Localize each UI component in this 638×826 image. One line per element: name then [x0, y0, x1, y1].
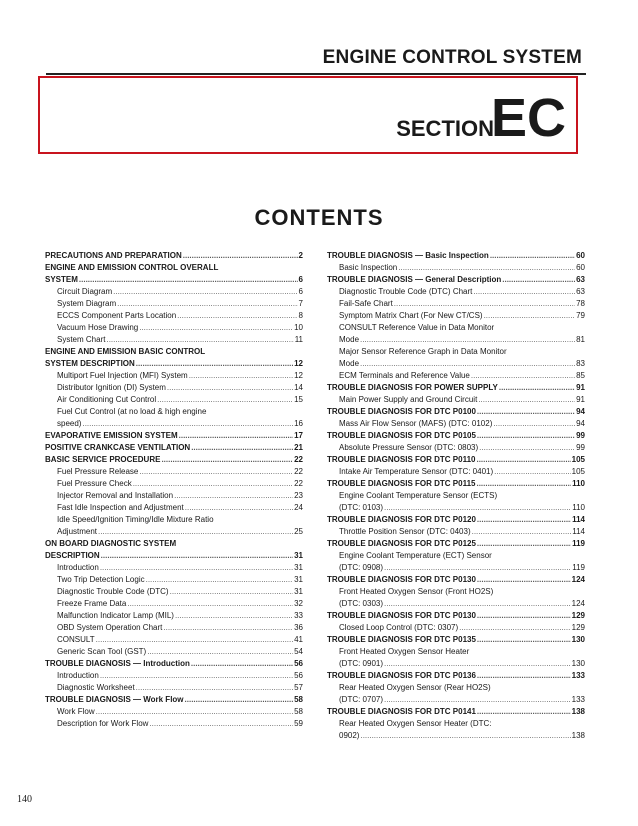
- toc-page-number: 63: [576, 287, 585, 296]
- toc-page-number: 91: [576, 395, 585, 404]
- toc-page-number: 79: [576, 311, 585, 320]
- toc-entry-title: BASIC SERVICE PROCEDURE: [45, 455, 161, 464]
- toc-page-number: 133: [571, 695, 585, 704]
- toc-page-number: 8: [298, 311, 303, 320]
- toc-entry-title: Mass Air Flow Sensor (MAFS) (DTC: 0102): [339, 419, 493, 428]
- toc-entry-title: (DTC: 0707): [339, 695, 384, 704]
- toc-entry[interactable]: [45, 598, 303, 610]
- toc-entry[interactable]: [327, 586, 585, 610]
- toc-page-number: 130: [571, 635, 585, 644]
- toc-page-number: 105: [571, 467, 585, 476]
- toc-entry[interactable]: [327, 418, 585, 430]
- toc-entry[interactable]: [327, 670, 585, 682]
- toc-entry-title: (DTC: 0103): [339, 503, 384, 512]
- toc-leader-dots: [100, 670, 293, 682]
- toc-leader-dots: [493, 418, 575, 430]
- toc-leader-dots: [133, 478, 293, 490]
- toc-page-number: 12: [294, 359, 303, 368]
- toc-entry-title: Malfunction Indicator Lamp (MIL): [57, 611, 174, 620]
- toc-page-number: 17: [294, 431, 303, 440]
- toc-entry[interactable]: [327, 286, 585, 298]
- header-title: ENGINE CONTROL SYSTEM: [322, 47, 582, 68]
- toc-entry[interactable]: [327, 574, 585, 586]
- toc-leader-dots: [477, 610, 571, 622]
- toc-entry-title: ON BOARD DIAGNOSTIC SYSTEM: [45, 539, 177, 548]
- toc-leader-dots: [499, 382, 575, 394]
- toc-page-number: 23: [294, 491, 303, 500]
- toc-page-number: 31: [294, 575, 303, 584]
- page-number: 140: [17, 794, 32, 805]
- toc-entry[interactable]: [327, 622, 585, 634]
- section-code: EC: [490, 88, 566, 148]
- toc-entry-title: TROUBLE DIAGNOSIS FOR DTC P0130: [327, 611, 476, 620]
- toc-entry-title: Front Heated Oxygen Sensor Heater: [339, 647, 470, 656]
- toc-leader-dots: [113, 286, 297, 298]
- toc-entry-title: Diagnostic Trouble Code (DTC) Chart: [339, 287, 473, 296]
- toc-entry-title: ENGINE AND EMISSION BASIC CONTROL: [45, 347, 206, 356]
- toc-leader-dots: [139, 466, 293, 478]
- toc-leader-dots: [384, 502, 571, 514]
- toc-entry-title: SYSTEM DESCRIPTION: [45, 359, 135, 368]
- toc-entry-title: System Diagram: [57, 299, 117, 308]
- toc-leader-dots: [96, 706, 293, 718]
- toc-entry-title: Fast Idle Inspection and Adjustment: [57, 503, 184, 512]
- toc-leader-dots: [96, 634, 293, 646]
- toc-column-right: [327, 250, 585, 742]
- toc-entry[interactable]: [327, 322, 585, 346]
- toc-page-number: 21: [294, 443, 303, 452]
- toc-entry-title: Engine Coolant Temperature (ECT) Sensor: [339, 551, 492, 560]
- toc-page-number: 138: [571, 707, 585, 716]
- toc-page-number: 22: [294, 467, 303, 476]
- toc-page-number: 124: [571, 575, 585, 584]
- toc-leader-dots: [494, 466, 570, 478]
- toc-page-number: 129: [571, 611, 585, 620]
- toc-entry-title: ENGINE AND EMISSION CONTROL OVERALL: [45, 263, 219, 272]
- toc-entry[interactable]: [327, 538, 585, 550]
- toc-entry[interactable]: [327, 250, 585, 262]
- toc-entry-title: Vacuum Hose Drawing: [57, 323, 139, 332]
- toc-page-number: 22: [294, 455, 303, 464]
- toc-entry-title: TROUBLE DIAGNOSIS FOR DTC P0120: [327, 515, 476, 524]
- toc-page-number: 10: [294, 323, 303, 332]
- toc-entry[interactable]: [327, 430, 585, 442]
- toc-leader-dots: [479, 442, 575, 454]
- toc-entry[interactable]: [327, 346, 585, 370]
- toc-entry-title: PRECAUTIONS AND PREPARATION: [45, 251, 182, 260]
- toc-entry[interactable]: [45, 346, 303, 370]
- toc-entry[interactable]: [45, 334, 303, 346]
- toc-entry-title: TROUBLE DIAGNOSIS FOR DTC P0125: [327, 539, 476, 548]
- toc-leader-dots: [191, 442, 293, 454]
- toc-page-number: 56: [294, 659, 303, 668]
- toc-entry[interactable]: [45, 310, 303, 322]
- toc-leader-dots: [127, 598, 293, 610]
- toc-entry-title: (DTC: 0901): [339, 659, 384, 668]
- toc-entry[interactable]: [45, 478, 303, 490]
- toc-entry[interactable]: [45, 694, 303, 706]
- toc-leader-dots: [179, 430, 293, 442]
- toc-entry[interactable]: [45, 538, 303, 562]
- toc-leader-dots: [477, 538, 571, 550]
- toc-entry[interactable]: [327, 514, 585, 526]
- toc-leader-dots: [175, 610, 293, 622]
- toc-entry-title: Diagnostic Trouble Code (DTC): [57, 587, 169, 596]
- toc-entry[interactable]: [45, 370, 303, 382]
- toc-entry[interactable]: [327, 682, 585, 706]
- toc-page-number: 57: [294, 683, 303, 692]
- toc-entry[interactable]: [45, 466, 303, 478]
- toc-entry[interactable]: [327, 706, 585, 718]
- toc-page-number: 58: [294, 695, 303, 704]
- toc-entry-title: Multiport Fuel Injection (MFI) System: [57, 371, 188, 380]
- toc-page-number: 114: [572, 515, 585, 524]
- toc-entry-title: Major Sensor Reference Graph in Data Monitor: [339, 347, 507, 356]
- toc-leader-dots: [384, 694, 571, 706]
- toc-leader-dots: [177, 310, 297, 322]
- toc-entry-title: Main Power Supply and Ground Circuit: [339, 395, 478, 404]
- toc-page-number: 11: [294, 335, 303, 344]
- toc-leader-dots: [163, 622, 293, 634]
- toc-column-left: [45, 250, 303, 730]
- toc-entry[interactable]: [45, 490, 303, 502]
- toc-page-number: 12: [294, 371, 303, 380]
- toc-leader-dots: [478, 394, 575, 406]
- toc-page-number: 119: [572, 539, 585, 548]
- toc-entry[interactable]: [327, 526, 585, 538]
- toc-entry-title: Idle Speed/Ignition Timing/Idle Mixture Ratio: [57, 515, 214, 524]
- toc-entry[interactable]: [45, 454, 303, 466]
- toc-entry[interactable]: [45, 622, 303, 634]
- toc-entry-title: TROUBLE DIAGNOSIS FOR DTC P0100: [327, 407, 476, 416]
- toc-entry[interactable]: [45, 430, 303, 442]
- toc-entry[interactable]: [327, 718, 585, 742]
- contents-title: CONTENTS: [254, 205, 384, 230]
- toc-page-number: 130: [571, 659, 585, 668]
- toc-page-number: 110: [572, 503, 585, 512]
- toc-entry[interactable]: [327, 310, 585, 322]
- toc-leader-dots: [174, 490, 293, 502]
- toc-entry-title: Freeze Frame Data: [57, 599, 127, 608]
- toc-leader-dots: [106, 334, 293, 346]
- toc-page-number: 59: [294, 719, 303, 728]
- toc-entry[interactable]: [45, 502, 303, 514]
- toc-page-number: 31: [294, 587, 303, 596]
- toc-page-number: 85: [576, 371, 585, 380]
- toc-entry[interactable]: [45, 286, 303, 298]
- toc-page-number: 99: [576, 431, 585, 440]
- toc-page-number: 6: [298, 275, 303, 284]
- toc-entry-title: Intake Air Temperature Sensor (DTC: 0401): [339, 467, 494, 476]
- toc-entry-title: TROUBLE DIAGNOSIS FOR DTC P0105: [327, 431, 476, 440]
- toc-leader-dots: [183, 250, 298, 262]
- toc-leader-dots: [360, 730, 570, 742]
- toc-leader-dots: [484, 310, 576, 322]
- toc-page-number: 33: [294, 611, 303, 620]
- toc-entry-title: TROUBLE DIAGNOSIS FOR DTC P0136: [327, 671, 476, 680]
- toc-leader-dots: [477, 706, 571, 718]
- toc-entry-title: Engine Coolant Temperature Sensor (ECTS): [339, 491, 498, 500]
- toc-entry-title: Circuit Diagram: [57, 287, 113, 296]
- toc-entry-title: Front Heated Oxygen Sensor (Front HO2S): [339, 587, 494, 596]
- toc-entry-title: Air Conditioning Cut Control: [57, 395, 157, 404]
- toc-entry-title: (DTC: 0303): [339, 599, 384, 608]
- toc-page-number: 6: [298, 287, 303, 296]
- section-label: SECTION: [396, 116, 494, 141]
- toc-entry-title: Fuel Cut Control (at no load & high engine: [57, 407, 207, 416]
- toc-leader-dots: [189, 370, 293, 382]
- toc-entry-title: TROUBLE DIAGNOSIS FOR DTC P0115: [327, 479, 476, 488]
- toc-page-number: 31: [294, 551, 303, 560]
- toc-leader-dots: [477, 406, 575, 418]
- toc-entry-title: Fuel Pressure Check: [57, 479, 132, 488]
- toc-entry-title: Introduction: [57, 563, 99, 572]
- toc-entry-title: POSITIVE CRANKCASE VENTILATION: [45, 443, 191, 452]
- toc-leader-dots: [157, 394, 293, 406]
- toc-entry-title: Adjustment: [57, 527, 98, 536]
- toc-entry[interactable]: [327, 454, 585, 466]
- toc-page-number: 124: [571, 599, 585, 608]
- toc-leader-dots: [477, 514, 571, 526]
- toc-leader-dots: [191, 658, 293, 670]
- toc-leader-dots: [146, 574, 293, 586]
- toc-entry-title: Injector Removal and Installation: [57, 491, 174, 500]
- toc-entry-title: Distributor Ignition (DI) System: [57, 383, 166, 392]
- toc-entry-title: speed): [57, 419, 82, 428]
- section-banner: [38, 76, 578, 154]
- toc-leader-dots: [79, 274, 298, 286]
- toc-entry[interactable]: [45, 682, 303, 694]
- toc-entry-title: System Chart: [57, 335, 106, 344]
- toc-entry-title: ECM Terminals and Reference Value: [339, 371, 470, 380]
- toc-entry-title: OBD System Operation Chart: [57, 623, 163, 632]
- toc-leader-dots: [473, 286, 575, 298]
- toc-entry-title: EVAPORATIVE EMISSION SYSTEM: [45, 431, 178, 440]
- toc-leader-dots: [101, 550, 293, 562]
- toc-entry-title: Diagnostic Worksheet: [57, 683, 135, 692]
- toc-entry-title: Fail-Safe Chart: [339, 299, 393, 308]
- toc-entry[interactable]: [327, 262, 585, 274]
- toc-entry[interactable]: [45, 262, 303, 286]
- toc-leader-dots: [472, 526, 572, 538]
- toc-page-number: 99: [576, 443, 585, 452]
- toc-leader-dots: [185, 694, 294, 706]
- toc-page-number: 32: [294, 599, 303, 608]
- toc-entry[interactable]: [327, 394, 585, 406]
- toc-entry-title: Closed Loop Control (DTC: 0307): [339, 623, 459, 632]
- toc-leader-dots: [459, 622, 570, 634]
- toc-entry[interactable]: [45, 562, 303, 574]
- toc-entry[interactable]: [327, 274, 585, 286]
- toc-leader-dots: [477, 634, 571, 646]
- toc-entry[interactable]: [45, 646, 303, 658]
- toc-entry-title: SYSTEM: [45, 275, 78, 284]
- toc-entry[interactable]: [45, 634, 303, 646]
- toc-entry[interactable]: [45, 394, 303, 406]
- toc-leader-dots: [360, 358, 575, 370]
- toc-entry[interactable]: [45, 610, 303, 622]
- toc-entry[interactable]: [45, 586, 303, 598]
- toc-page-number: 16: [294, 419, 303, 428]
- header-rule: [46, 73, 586, 75]
- toc-entry[interactable]: [45, 322, 303, 334]
- toc-page-number: 58: [294, 707, 303, 716]
- toc-entry-title: Mode: [339, 359, 360, 368]
- toc-page-number: 2: [298, 251, 303, 260]
- toc-page-number: 129: [571, 623, 585, 632]
- toc-entry-title: (DTC: 0908): [339, 563, 384, 572]
- toc-entry-title: Description for Work Flow: [57, 719, 149, 728]
- toc-entry-title: Fuel Pressure Release: [57, 467, 139, 476]
- toc-page-number: 83: [576, 359, 585, 368]
- toc-entry[interactable]: [327, 490, 585, 514]
- toc-leader-dots: [384, 562, 571, 574]
- toc-page-number: 36: [294, 623, 303, 632]
- toc-leader-dots: [136, 682, 293, 694]
- toc-page-number: 25: [294, 527, 303, 536]
- toc-entry[interactable]: [327, 634, 585, 646]
- toc-leader-dots: [477, 574, 571, 586]
- toc-page-number: 133: [571, 671, 585, 680]
- toc-entry-title: ECCS Component Parts Location: [57, 311, 177, 320]
- toc-entry-title: TROUBLE DIAGNOSIS — Basic Inspection: [327, 251, 489, 260]
- toc-entry[interactable]: [327, 646, 585, 670]
- toc-entry[interactable]: [45, 442, 303, 454]
- toc-page-number: 14: [294, 383, 303, 392]
- toc-page-number: 94: [576, 419, 585, 428]
- toc-entry-title: Work Flow: [57, 707, 95, 716]
- toc-leader-dots: [136, 358, 293, 370]
- toc-page-number: 7: [298, 299, 303, 308]
- toc-page-number: 31: [294, 563, 303, 572]
- toc-leader-dots: [149, 718, 293, 730]
- toc-page-number: 63: [576, 275, 585, 284]
- toc-entry[interactable]: [45, 718, 303, 730]
- toc-entry[interactable]: [327, 478, 585, 490]
- toc-page-number: 15: [294, 395, 303, 404]
- toc-page-number: 56: [294, 671, 303, 680]
- toc-leader-dots: [360, 334, 575, 346]
- toc-page-number: 114: [572, 527, 585, 536]
- toc-entry-title: TROUBLE DIAGNOSIS — Introduction: [45, 659, 190, 668]
- toc-entry[interactable]: [327, 610, 585, 622]
- toc-entry[interactable]: [45, 382, 303, 394]
- toc-entry-title: TROUBLE DIAGNOSIS FOR DTC P0135: [327, 635, 476, 644]
- toc-entry-title: TROUBLE DIAGNOSIS FOR POWER SUPPLY: [327, 383, 498, 392]
- toc-entry-title: TROUBLE DIAGNOSIS — General Description: [327, 275, 502, 284]
- toc-page-number: 22: [294, 479, 303, 488]
- toc-entry[interactable]: [45, 706, 303, 718]
- toc-entry[interactable]: [45, 658, 303, 670]
- toc-leader-dots: [147, 646, 293, 658]
- toc-entry[interactable]: [45, 250, 303, 262]
- toc-page-number: 81: [576, 335, 585, 344]
- toc-entry-title: TROUBLE DIAGNOSIS FOR DTC P0110: [327, 455, 476, 464]
- toc-entry[interactable]: [45, 574, 303, 586]
- toc-leader-dots: [476, 478, 571, 490]
- toc-entry-title: CONSULT: [57, 635, 95, 644]
- toc-page-number: 94: [576, 407, 585, 416]
- toc-leader-dots: [161, 454, 293, 466]
- toc-entry-title: Basic Inspection: [339, 263, 398, 272]
- toc-leader-dots: [490, 250, 575, 262]
- toc-page-number: 60: [576, 263, 585, 272]
- toc-entry-title: Symptom Matrix Chart (For New CT/CS): [339, 311, 483, 320]
- toc-leader-dots: [139, 322, 293, 334]
- toc-entry-title: Throttle Position Sensor (DTC: 0403): [339, 527, 471, 536]
- toc-entry[interactable]: [327, 550, 585, 574]
- toc-entry-title: Rear Heated Oxygen Sensor Heater (DTC:: [339, 719, 492, 728]
- toc-page-number: 24: [294, 503, 303, 512]
- toc-page-number: 54: [294, 647, 303, 656]
- toc-leader-dots: [170, 586, 293, 598]
- toc-leader-dots: [185, 502, 293, 514]
- toc-page-number: 91: [576, 383, 585, 392]
- toc-page-number: 105: [571, 455, 585, 464]
- toc-entry[interactable]: [45, 406, 303, 430]
- toc-page-number: 41: [294, 635, 303, 644]
- toc-entry-title: Absolute Pressure Sensor (DTC: 0803): [339, 443, 479, 452]
- toc-entry-title: CONSULT Reference Value in Data Monitor: [339, 323, 495, 332]
- toc-entry-title: 0902): [339, 731, 360, 740]
- toc-entry-title: Two Trip Detection Logic: [57, 575, 145, 584]
- toc-leader-dots: [394, 298, 575, 310]
- toc-page-number: 110: [572, 479, 585, 488]
- toc-page-number: 138: [571, 731, 585, 740]
- toc-leader-dots: [117, 298, 297, 310]
- toc-leader-dots: [476, 454, 570, 466]
- toc-entry-title: Generic Scan Tool (GST): [57, 647, 147, 656]
- toc-entry-title: TROUBLE DIAGNOSIS — Work Flow: [45, 695, 184, 704]
- toc-leader-dots: [384, 598, 571, 610]
- toc-entry[interactable]: [327, 298, 585, 310]
- toc-entry-title: TROUBLE DIAGNOSIS FOR DTC P0141: [327, 707, 476, 716]
- toc-entry[interactable]: [327, 382, 585, 394]
- toc-entry-title: DESCRIPTION: [45, 551, 100, 560]
- toc-entry[interactable]: [45, 298, 303, 310]
- toc-entry[interactable]: [45, 670, 303, 682]
- toc-leader-dots: [502, 274, 575, 286]
- toc-leader-dots: [82, 418, 293, 430]
- toc-entry-title: Introduction: [57, 671, 99, 680]
- toc-leader-dots: [98, 526, 293, 538]
- toc-leader-dots: [471, 370, 575, 382]
- toc-leader-dots: [167, 382, 293, 394]
- toc-entry-title: TROUBLE DIAGNOSIS FOR DTC P0130: [327, 575, 476, 584]
- toc-entry[interactable]: [45, 514, 303, 538]
- toc-entry[interactable]: [327, 406, 585, 418]
- toc-entry-title: Mode: [339, 335, 360, 344]
- toc-leader-dots: [100, 562, 293, 574]
- toc-entry[interactable]: [327, 466, 585, 478]
- toc-page-number: 78: [576, 299, 585, 308]
- toc-leader-dots: [477, 670, 571, 682]
- toc-page-number: 60: [576, 251, 585, 260]
- toc-entry-title: Rear Heated Oxygen Sensor (Rear HO2S): [339, 683, 491, 692]
- toc-page-number: 119: [572, 563, 585, 572]
- toc-entry[interactable]: [327, 370, 585, 382]
- toc-entry[interactable]: [327, 442, 585, 454]
- toc-leader-dots: [477, 430, 575, 442]
- toc-leader-dots: [398, 262, 575, 274]
- toc-leader-dots: [384, 658, 571, 670]
